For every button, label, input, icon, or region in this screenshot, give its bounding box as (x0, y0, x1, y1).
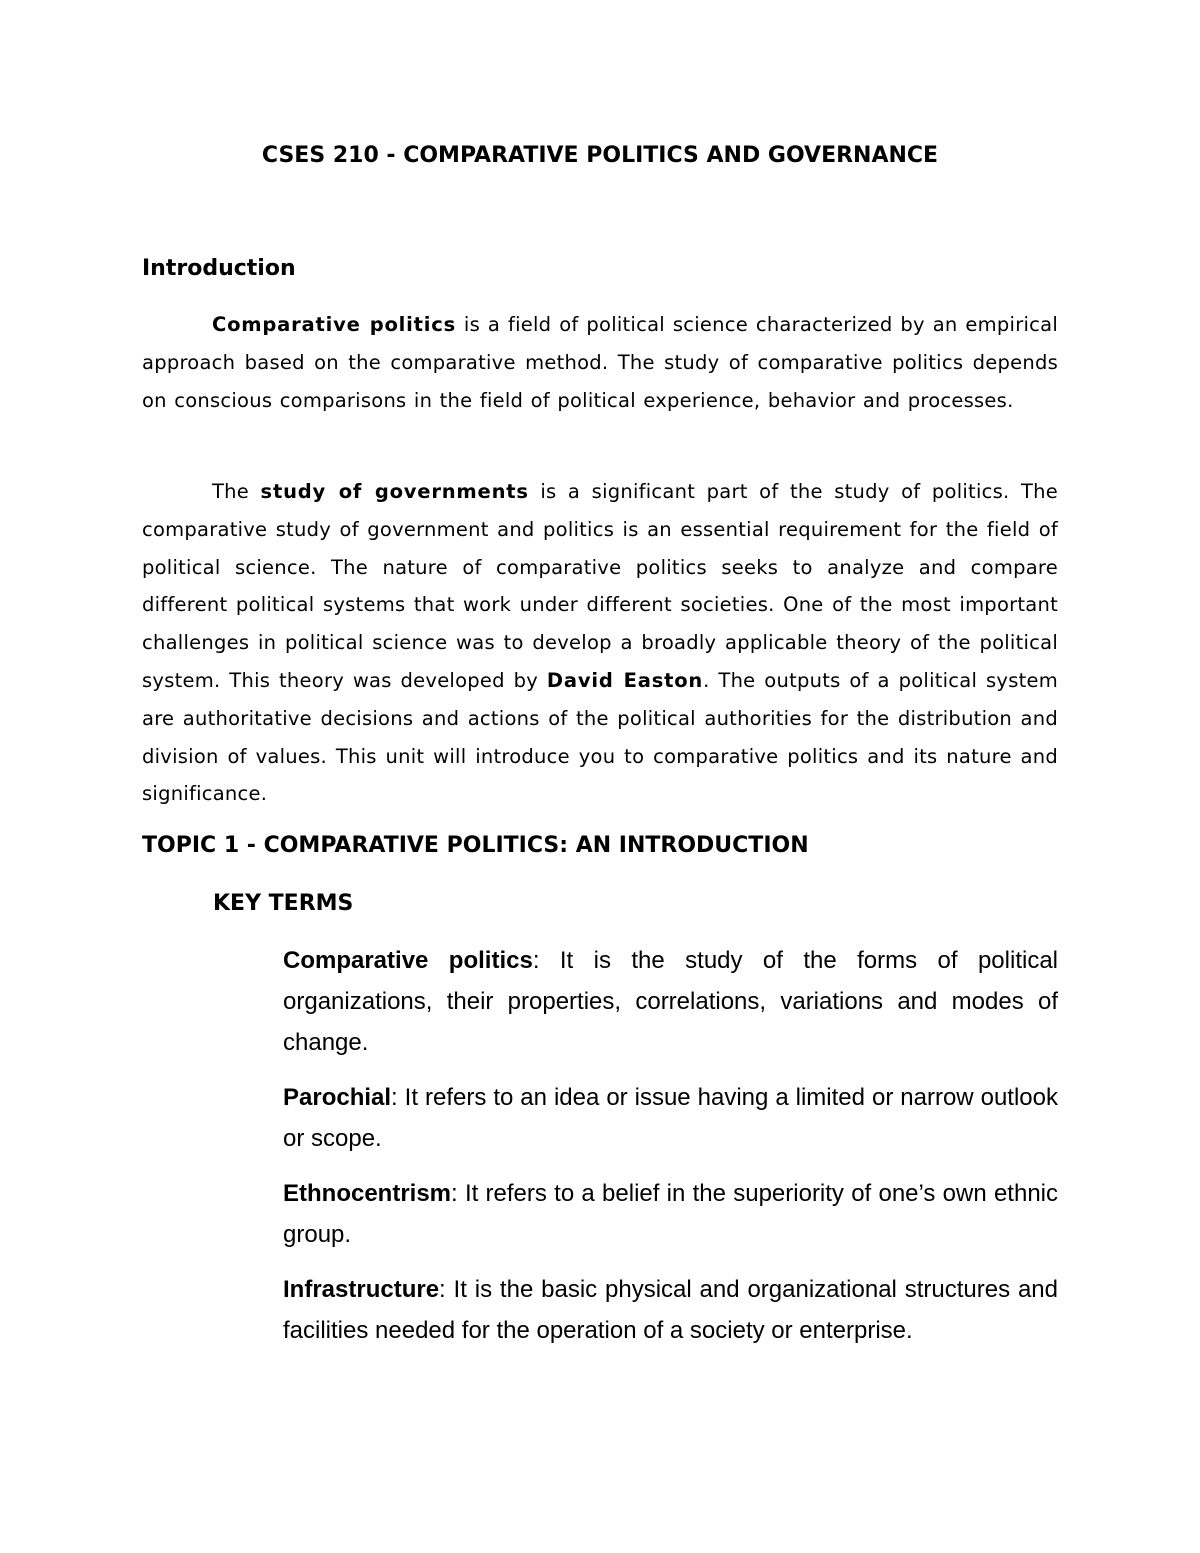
key-terms-heading: KEY TERMS (213, 891, 354, 916)
key-term-item (283, 1077, 1058, 1159)
document-title: CSES 210 - COMPARATIVE POLITICS AND GOVERNANCE (261, 143, 939, 168)
key-terms-list (283, 940, 1058, 1365)
key-term-definition: : It is the study of the forms of political organizations, their properties, correlations, variations and modes of change. (283, 947, 1058, 1056)
key-term-item (283, 1269, 1058, 1351)
key-term-definition: : It is the basic physical and organizational structures and facilities needed for the operation of a society or enterprise. (283, 1276, 1058, 1344)
term-study-of-governments: study of governments (260, 480, 529, 503)
paragraph-2-prefix: The (212, 480, 261, 503)
introduction-heading: Introduction (142, 256, 296, 281)
key-term-name: Ethnocentrism (283, 1180, 452, 1207)
key-term-name: Comparative politics (283, 947, 533, 974)
key-term-name: Parochial (283, 1084, 392, 1111)
person-david-easton: David Easton (546, 668, 704, 692)
introduction-paragraph-2 (142, 473, 1058, 813)
key-term-definition: : It refers to an idea or issue having a limited or narrow outlook or scope. (283, 1084, 1058, 1152)
topic-1-heading: TOPIC 1 - COMPARATIVE POLITICS: AN INTRODUCTION (142, 833, 809, 858)
term-comparative-politics: Comparative politics (212, 313, 456, 336)
key-term-definition: : It refers to a belief in the superiority of one’s own ethnic group. (283, 1180, 1058, 1248)
paragraph-2-suffix: . The outputs of a political system are authoritative decisions and actions of the political authorities for the distribution and division of values. This unit will introduce you to comparative politics and its nature and significance. (142, 668, 1058, 806)
paragraph-1-text: is a field of political science characterized by an empirical approach based on the comparative method. The study of comparative politics depends on conscious comparisons in the field of political experience, behavior and processes. (142, 313, 1058, 412)
paragraph-2-middle: is a significant part of the study of politics. The comparative study of government and politics is an essential requirement for the field of political science. The nature of comparative politics seeks to analyze and compare different political systems that work under different societies. One of the most important challenges in political science was to develop a broadly applicable theory of the political system. This theory was developed by (142, 480, 1058, 692)
key-term-item (283, 1173, 1058, 1255)
key-term-name: Infrastructure (283, 1276, 440, 1303)
introduction-paragraph-1 (142, 306, 1058, 419)
key-term-item (283, 940, 1058, 1063)
